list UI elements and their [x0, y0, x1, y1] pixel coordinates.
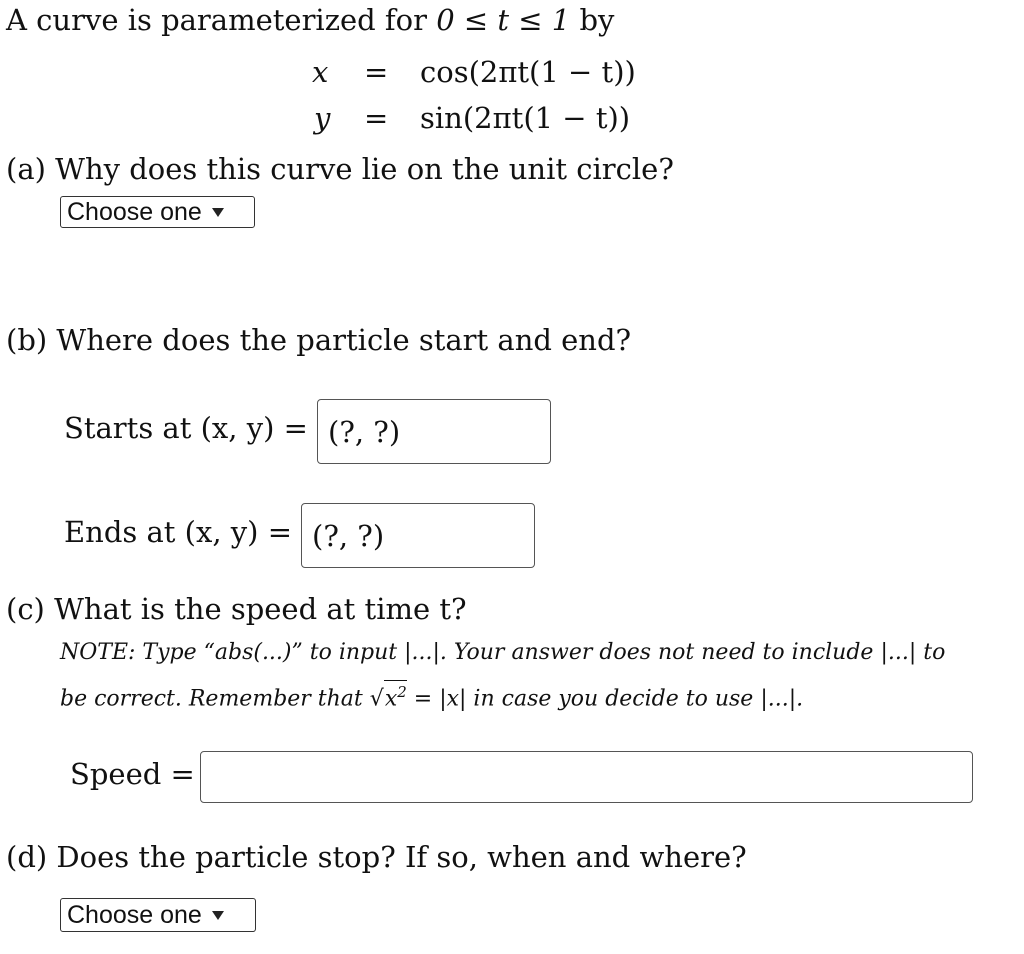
note-line2-pre: be correct. Remember that [60, 686, 363, 712]
part-b-question: (b) Where does the particle start and end? [6, 323, 632, 357]
speed-input[interactable] [200, 751, 973, 803]
part-d-question: (d) Does the particle stop? If so, when and where? [6, 840, 747, 874]
start-input[interactable] [317, 399, 551, 464]
equation-x-rel: = [364, 55, 389, 89]
equation-x-rhs: cos(2πt(1 − t)) [420, 55, 636, 89]
part-a-select[interactable] [60, 196, 255, 228]
speed-label: Speed = [70, 757, 195, 791]
chevron-down-icon [212, 911, 224, 920]
end-input[interactable] [301, 503, 535, 568]
part-d-select[interactable] [60, 898, 256, 932]
part-c-note-line2 [60, 680, 803, 714]
intro-range: 0 ≤ t ≤ 1 [436, 3, 571, 37]
part-c-note-line1: NOTE: Type “abs(...)” to input |...|. Your answer does not need to include |...| to [60, 640, 946, 665]
part-d-select-label: Choose one [67, 901, 202, 929]
part-c-question: (c) What is the speed at time t? [6, 592, 467, 626]
intro-prefix: A curve is parameterized for [6, 3, 427, 37]
intro-text [6, 3, 614, 37]
equation-y-lhs: y [314, 101, 331, 135]
part-a-select-label: Choose one [67, 198, 202, 226]
equation-x-lhs: x [312, 55, 329, 89]
start-label: Starts at (x, y) = [64, 411, 308, 445]
sqrt-var: x [384, 686, 398, 712]
intro-suffix: by [579, 3, 615, 37]
sqrt-expression: $√x^2$ [370, 680, 407, 714]
part-a-question: (a) Why does this curve lie on the unit circle? [6, 152, 674, 186]
note-line2-post: = |x| in case you decide to use |...|. [413, 686, 804, 712]
equation-y-rhs: sin(2πt(1 − t)) [420, 101, 631, 135]
sqrt-exp: 2 [397, 683, 407, 701]
equation-y-rel: = [364, 101, 389, 135]
chevron-down-icon [212, 208, 224, 217]
end-label: Ends at (x, y) = [64, 515, 292, 549]
